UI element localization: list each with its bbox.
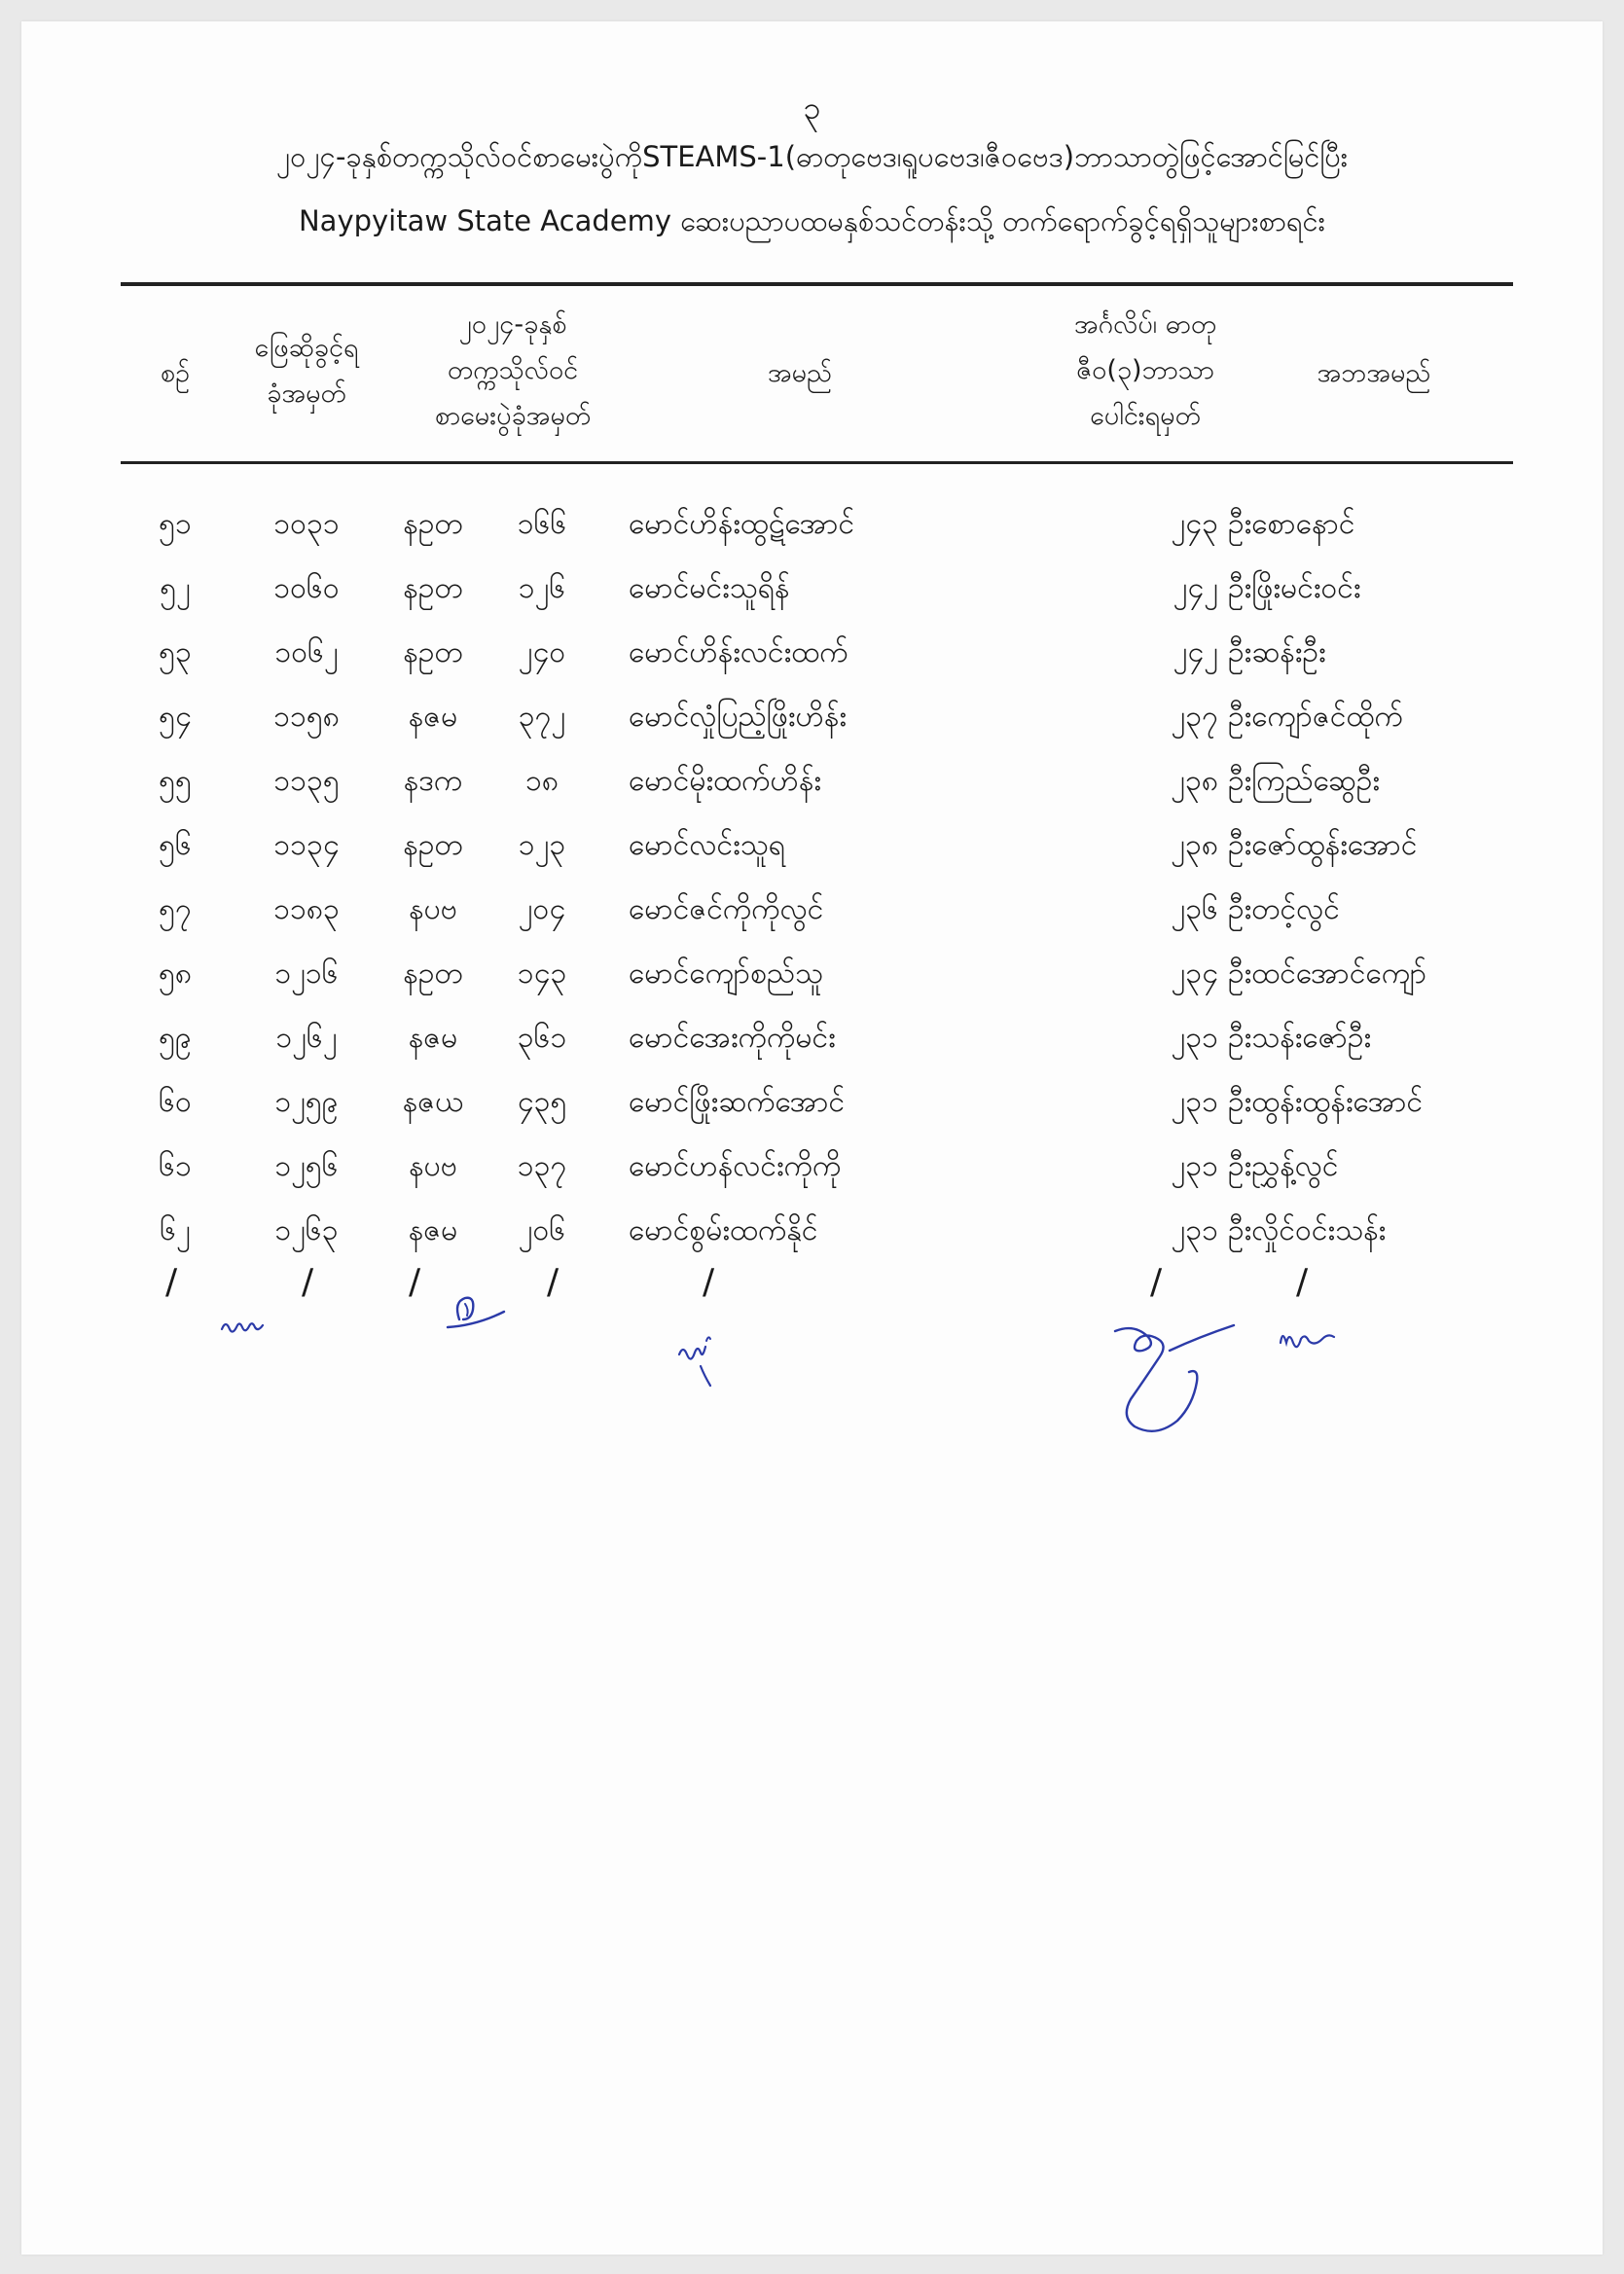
cell-exam-number: ၁၂၃ [518,828,566,862]
cell-name: မောင်အေးကိုကိုမင်း [629,1021,836,1055]
cell-seq: ၆၁ [159,1149,192,1183]
cell-father: ဦးတင့်လွင် [1228,892,1340,926]
cell-exam-code: နဇယ [402,1085,464,1119]
cell-father: ဦးသန်းဇော်ဦး [1228,1021,1372,1055]
table-row [21,621,1603,685]
header-roll [224,325,389,416]
cell-score: ၂၃၁ [1171,1085,1218,1119]
table-row [21,1135,1603,1199]
table-row [21,1006,1603,1070]
cell-exam-code: နဥတ [403,571,463,605]
cell-roll: ၁၂၁၆ [274,957,339,991]
cell-name: မောင်စွမ်းထက်နိုင် [629,1213,818,1247]
table-row [21,492,1603,557]
cell-score: ၂၄၂ [1173,571,1218,605]
header-score-line-1: အင်္ဂလိပ်၊ ဓာတု [1073,309,1217,340]
cell-name: မောင်မိုးထက်ဟိန်း [629,764,822,798]
cell-father: ဦးလှိုင်ဝင်းသန်း [1228,1213,1387,1247]
cell-father: ဦးကြည်ဆွေဦး [1228,764,1381,798]
cell-name: မောင်ဟိန်းထွဋ်အောင် [629,507,855,541]
cell-father: ဦးထင်အောင်ကျော် [1228,957,1427,991]
cell-father: ဦးဖြိုးမင်းဝင်း [1228,571,1361,605]
cell-roll: ၁၀၆၀ [273,571,340,605]
cell-roll: ၁၁၅၈ [273,700,340,734]
handwritten-initial [671,1325,730,1403]
handwritten-initial [216,1304,284,1343]
cell-exam-number: ၂၄၀ [518,635,566,669]
cell-score: ၂၄၃ [1171,507,1218,541]
cell-seq: ၅၄ [159,700,192,734]
cell-exam-code: နဥတ [403,957,463,991]
cell-exam-code: နဥတ [403,828,463,862]
cell-roll: ၁၀၆၂ [274,635,339,669]
cell-name: မောင်လင်းသူရ [629,828,786,862]
cell-score: ၂၃၁ [1171,1149,1218,1183]
cell-seq: ၆၂ [160,1213,191,1247]
cell-father: ဦးထွန်းထွန်းအောင် [1228,1085,1424,1119]
header-seq: စဉ် [160,358,191,388]
cell-exam-code: နဥတ [403,507,463,541]
table-row [21,942,1603,1006]
end-mark: / [1296,1262,1309,1302]
table-row [21,749,1603,813]
cell-score: ၂၃၆ [1171,892,1218,926]
cell-roll: ၁၁၃၄ [273,828,340,862]
cell-father: ဦးဇော်ထွန်းအောင် [1228,828,1418,862]
cell-exam-number: ၁၂၆ [518,571,566,605]
document-page [21,21,1603,2255]
cell-exam-code: နဒက [403,764,463,798]
handwritten-signature [1101,1306,1247,1452]
cell-score: ၂၃၄ [1171,957,1218,991]
cell-exam-number: ၁၄၃ [517,957,567,991]
table-row [21,813,1603,878]
document-title-line-2: Naypyitaw State Academy ဆေးပညာပထမနှစ်သင်တန်းသို့ တက်ရောက်ခွင့်ရရှိသူများစာရင်း [298,204,1325,237]
cell-seq: ၅၈ [158,957,192,991]
cell-name: မောင်မင်းသူရိန် [629,571,790,605]
cell-score: ၂၄၂ [1173,635,1218,669]
table-row [21,557,1603,621]
end-mark: / [409,1262,421,1302]
header-exam-line-2: တက္ကသိုလ်ဝင် [447,355,579,385]
cell-name: မောင်ဟိန်းလင်းထက် [629,635,848,669]
cell-father: ဦးဆန်းဦး [1228,635,1326,669]
header-score-line-3: ပေါင်းရမှတ် [1090,401,1201,431]
cell-exam-code: နပဗ [409,892,457,926]
cell-roll: ၁၂၅၉ [274,1085,339,1119]
cell-exam-number: ၁၈ [524,764,559,798]
cell-name: မောင်ဖြိုးဆက်အောင် [629,1085,846,1119]
cell-exam-number: ၄၃၅ [517,1085,567,1119]
table-row [21,1070,1603,1135]
cell-seq: ၆၀ [159,1085,192,1119]
table-row [21,685,1603,749]
cell-name: မောင်လှုံပြည့်ဖြိုးဟိန်း [629,700,847,734]
cell-father: ဦးစောနောင် [1228,507,1355,541]
cell-father: ဦးကျော်ဇင်ထိုက် [1228,700,1403,734]
cell-exam-code: နဥတ [403,635,463,669]
handwritten-initial [438,1282,516,1341]
cell-father: ဦးညွှန့်လွင် [1228,1149,1339,1183]
cell-seq: ၅၅ [159,764,192,798]
cell-exam-code: နဇမ [408,1213,458,1247]
cell-seq: ၅၂ [160,571,191,605]
cell-exam-number: ၃၇၂ [518,700,566,734]
cell-roll: ၁၂၅၆ [274,1149,339,1183]
cell-seq: ၅၇ [159,892,192,926]
cell-seq: ၅၁ [159,507,192,541]
header-exam-roll [396,302,630,439]
document-title-line-1: ၂၀၂၄-ခုနှစ်တက္ကသိုလ်ဝင်စာမေးပွဲကိုSTEAMS-1(ဓာတုဗေဒ၊ရူပဗေဒ၊ဇီဝဗေဒ)ဘာသာတွဲဖြင့်အောင်မြင်ပြီး [275,140,1349,173]
cell-exam-number: ၂၀၄ [518,892,566,926]
table-top-rule [121,282,1513,286]
end-mark: / [165,1262,178,1302]
header-exam-line-3: စာမေးပွဲခုံအမှတ် [434,401,592,431]
cell-exam-code: နဇမ [408,700,458,734]
cell-roll: ၁၂၆၂ [275,1021,338,1055]
table-row [21,878,1603,942]
cell-score: ၂၃၁ [1171,1213,1218,1247]
cell-exam-code: နပဗ [409,1149,457,1183]
page-number: ၃ [803,90,821,126]
cell-roll: ၁၂၆၃ [274,1213,339,1247]
header-score [1024,302,1267,439]
header-roll-line-2: ခုံအမှတ် [267,379,346,409]
end-mark: / [703,1262,715,1302]
cell-exam-number: ၃၆၁ [517,1021,567,1055]
cell-name: မောင်ဇင်ကိုကိုလွင် [629,892,824,926]
cell-score: ၂၃၈ [1171,764,1218,798]
cell-exam-number: ၁၃၇ [517,1149,567,1183]
header-exam-line-1: ၂၀၂၄-ခုနှစ် [458,309,567,340]
header-father: အဘအမည် [1317,358,1431,388]
end-mark: / [547,1262,559,1302]
cell-score: ၂၃၈ [1171,828,1218,862]
cell-score: ၂၃၇ [1171,700,1218,734]
cell-name: မောင်ဟန်လင်းကိုကို [629,1149,842,1183]
cell-roll: ၁၁၃၅ [273,764,340,798]
cell-name: မောင်ကျော်စည်သူ [629,957,824,991]
cell-roll: ၁၀၃၁ [273,507,340,541]
cell-exam-code: နဇမ [408,1021,458,1055]
cell-seq: ၅၆ [159,828,192,862]
end-mark: / [1150,1262,1163,1302]
cell-seq: ၅၃ [159,635,192,669]
cell-exam-number: ၂၀၆ [518,1213,566,1247]
table-header-rule [121,461,1513,464]
header-roll-line-1: ဖြေဆိုခွင့်ရ [254,333,359,363]
handwritten-initial [1277,1321,1354,1356]
header-score-line-2: ဇီဝ(၃)ဘာသာ [1076,355,1214,385]
cell-score: ၂၃၁ [1171,1021,1218,1055]
cell-exam-number: ၁၆၆ [517,507,567,541]
end-mark: / [302,1262,314,1302]
end-marks [21,1253,1603,1312]
cell-seq: ၅၉ [159,1021,192,1055]
header-name: အမည် [767,358,833,388]
cell-roll: ၁၁၈၃ [273,892,340,926]
